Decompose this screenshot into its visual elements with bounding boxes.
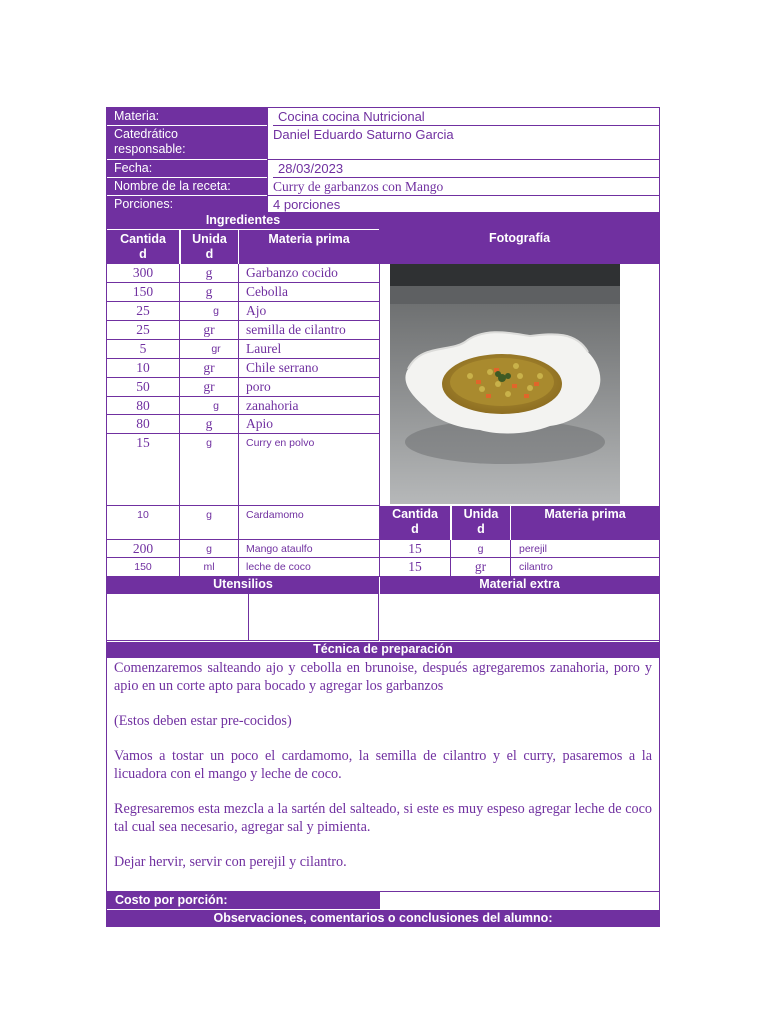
ing-unit: g [180, 302, 238, 321]
receta-value: Curry de garbanzos con Mango [268, 178, 659, 196]
ing-qty: 200 [107, 540, 179, 558]
ing-name: Ajo [239, 302, 379, 321]
tecnica-paragraph-3: Vamos a tostar un poco el cardamomo, la semilla de cilantro y el curry, pasaremos a la licuadora con el mango y leche de coco. [114, 748, 652, 782]
dish-photo [390, 264, 620, 504]
ing-name: leche de coco [239, 558, 379, 577]
ing-qty: 15 [107, 434, 179, 506]
dish-photo-svg [390, 264, 620, 504]
receta-label: Nombre de la receta: [107, 178, 267, 195]
extra-col-unidad-l2: d [477, 522, 485, 536]
ing-unit: g [180, 283, 238, 302]
extra-name: cilantro [511, 558, 659, 577]
ing-name: Garbanzo cocido [239, 264, 379, 283]
ing-name: poro [239, 378, 379, 397]
ing-qty: 10 [107, 506, 179, 540]
ing-unit: gr [180, 321, 238, 340]
fecha-label: Fecha: [107, 160, 267, 177]
tecnica-paragraph-5: Dejar hervir, servir con perejil y cilantro. [114, 854, 347, 870]
ing-unit: g [180, 397, 238, 415]
ing-qty: 80 [107, 415, 179, 434]
ing-unit: gr [180, 340, 238, 359]
ing-col-unidad [180, 230, 238, 264]
tecnica-body [114, 659, 652, 889]
ing-qty: 150 [107, 558, 179, 577]
ing-qty: 5 [107, 340, 179, 359]
extra-qty: 15 [380, 540, 450, 558]
ing-qty: 25 [107, 321, 179, 340]
costo-label: Costo por porción: [107, 892, 379, 909]
extra-unit: gr [451, 558, 510, 577]
materia-label: Materia: [107, 108, 267, 125]
costo-value-cell [379, 892, 659, 909]
porciones-label: Porciones: [107, 196, 267, 213]
ing-name: Chile serrano [239, 359, 379, 378]
extra-qty: 15 [380, 558, 450, 577]
ing-qty: 50 [107, 378, 179, 397]
extra-col-unidad-l1: Unida [463, 507, 499, 521]
tecnica-paragraph-2: (Estos deben estar pre-cocidos) [114, 713, 292, 729]
fecha-value: 28/03/2023 [273, 160, 659, 178]
tecnica-paragraph-1: Comenzaremos salteando ajo y cebolla en brunoise, después agregaremos zanahoria, poro y apio en un corte apto para bocado y agregar los garbanzos [114, 660, 652, 694]
utensilios-divider [248, 594, 249, 641]
ing-unit: ml [180, 558, 238, 577]
ing-col-unidad-l1: Unida [192, 232, 227, 246]
material-extra-title: Material extra [380, 577, 659, 594]
ing-divider-2 [238, 264, 239, 577]
ing-col-unidad-l2: d [205, 247, 214, 261]
ing-col-materia: Materia prima [238, 230, 379, 264]
extra-col-unidad [451, 506, 510, 540]
ing-col-cantidad-l1: Cantida [120, 232, 166, 246]
catedratico-value: Daniel Eduardo Saturno Garcia [268, 126, 659, 160]
material-extra-area [380, 594, 659, 641]
utensilios-title: Utensilios [107, 577, 379, 594]
ing-unit: gr [180, 359, 238, 378]
ing-unit: g [180, 506, 238, 540]
ing-qty: 150 [107, 283, 179, 302]
utensilios-area [107, 594, 379, 641]
ing-col-cantidad-l2: d [139, 247, 147, 261]
ing-name: Laurel [239, 340, 379, 359]
extra-unit: g [451, 540, 510, 558]
extra-col-materia: Materia prima [510, 506, 659, 540]
porciones-value: 4 porciones [268, 196, 659, 213]
materia-value: Cocina cocina Nutricional [273, 108, 659, 126]
ing-unit: g [180, 434, 238, 506]
ing-unit: g [180, 264, 238, 283]
ingredientes-title: Ingredientes [107, 213, 379, 229]
catedratico-label [107, 126, 267, 159]
catedratico-label-line1: Catedrático [114, 127, 178, 141]
ing-name: Mango ataulfo [239, 540, 379, 558]
fotografia-title: Fotografía [380, 213, 659, 264]
ing-qty: 10 [107, 359, 179, 378]
tecnica-paragraph-4: Regresaremos esta mezcla a la sartén del salteado, si este es muy espeso agregar leche de coco tal cual sea necesario, agregar sal y pimienta. [114, 801, 652, 835]
extra-col-cantidad [380, 506, 450, 540]
ing-col-cantidad [107, 230, 179, 264]
ing-qty: 25 [107, 302, 179, 321]
extra-divider-1 [450, 540, 451, 577]
extra-col-cantidad-l2: d [411, 522, 419, 536]
extra-name: perejil [511, 540, 659, 558]
ing-unit: gr [180, 378, 238, 397]
extra-divider-2 [510, 540, 511, 577]
ing-qty: 80 [107, 397, 179, 415]
ing-name: Cebolla [239, 283, 379, 302]
observaciones-label: Observaciones, comentarios o conclusiones del alumno: [107, 910, 659, 926]
extra-col-cantidad-l1: Cantida [392, 507, 438, 521]
ing-divider-1 [179, 264, 180, 577]
ing-name: semilla de cilantro [239, 321, 379, 340]
ing-qty: 300 [107, 264, 179, 283]
info-column-divider [267, 108, 268, 213]
ing-name: Curry en polvo [239, 434, 379, 506]
ing-unit: g [180, 540, 238, 558]
tecnica-title: Técnica de preparación [107, 642, 659, 658]
catedratico-label-line2: responsable: [114, 142, 186, 156]
ing-name: zanahoria [239, 397, 379, 415]
ing-name: Cardamomo [239, 506, 379, 540]
ing-unit: g [180, 415, 238, 434]
ing-name: Apio [239, 415, 379, 434]
